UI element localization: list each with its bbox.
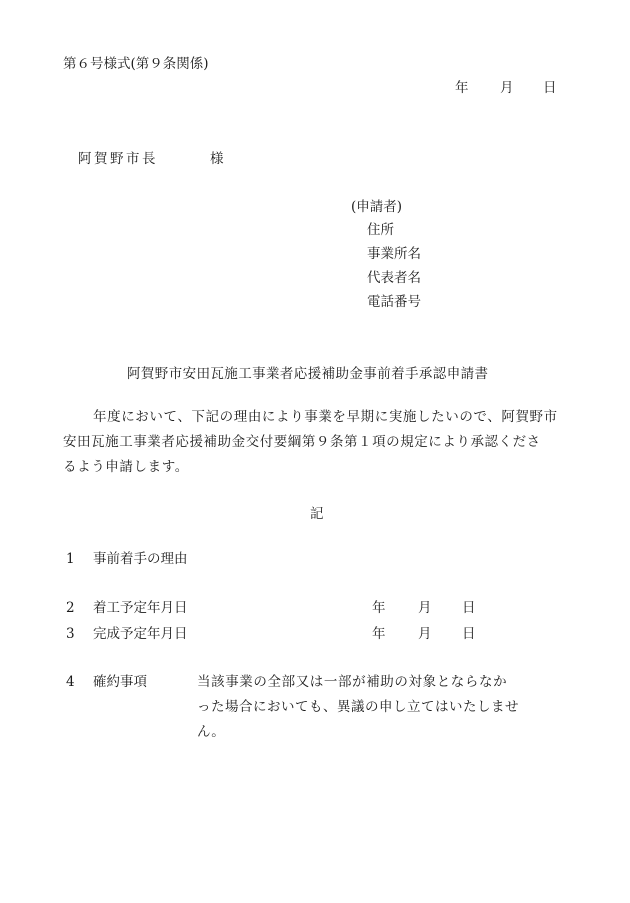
body-line-1: 年度において、下記の理由により事業を早期に実施したいので、阿賀野市 — [93, 409, 558, 425]
applicant-field-business-name: 事業所名 — [367, 246, 421, 262]
item-2-label: 着工予定年月日 — [93, 600, 188, 616]
item-4-number: 4 — [66, 674, 75, 690]
ki-heading: 記 — [310, 506, 324, 522]
item-2-day: 日 — [462, 600, 476, 616]
item-3-label: 完成予定年月日 — [93, 626, 188, 642]
item-4-label: 確約事項 — [93, 674, 147, 690]
item-3-month: 月 — [418, 626, 432, 642]
date-year: 年 — [455, 80, 469, 96]
body-line-2: 安田瓦施工事業者応援補助金交付要綱第９条第１項の規定により承認くださ — [63, 434, 541, 450]
item-2-number: 2 — [66, 600, 75, 616]
document-title: 阿賀野市安田瓦施工事業者応援補助金事前着手承認申請書 — [127, 366, 489, 382]
addressee-name: 阿賀野市長 — [78, 151, 158, 167]
item-3-day: 日 — [462, 626, 476, 642]
form-label: 第６号様式(第９条関係) — [63, 56, 209, 72]
item-2-month: 月 — [418, 600, 432, 616]
body-line-3: るよう申請します。 — [63, 459, 189, 475]
applicant-field-address: 住所 — [367, 222, 394, 238]
applicant-heading: (申請者) — [351, 199, 403, 215]
item-4-text-line-3: ん。 — [197, 724, 225, 740]
item-2-year: 年 — [372, 600, 386, 616]
applicant-field-representative: 代表者名 — [367, 270, 421, 286]
date-month: 月 — [500, 80, 514, 96]
item-3-number: 3 — [66, 626, 75, 642]
item-4-text-line-1: 当該事業の全部又は一部が補助の対象とならなか — [197, 674, 508, 690]
item-1-number: 1 — [66, 551, 75, 567]
item-4-text-line-2: った場合においても、異議の申し立てはいたしませ — [197, 699, 519, 715]
applicant-field-phone: 電話番号 — [367, 294, 421, 310]
addressee-honorific: 様 — [210, 151, 224, 167]
date-day: 日 — [543, 80, 557, 96]
item-1-label: 事前着手の理由 — [93, 551, 188, 567]
item-3-year: 年 — [372, 626, 386, 642]
